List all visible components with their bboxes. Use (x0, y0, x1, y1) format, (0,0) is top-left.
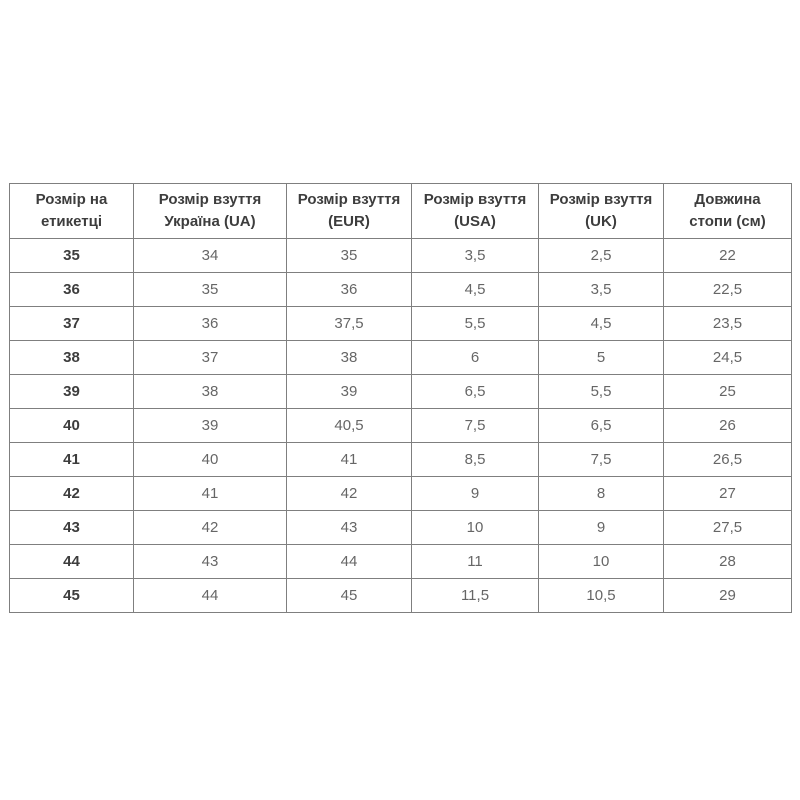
table-cell: 26 (664, 409, 792, 443)
table-cell: 22,5 (664, 273, 792, 307)
column-header-foot-length: Довжина стопи (см) (664, 184, 792, 239)
row-label-cell: 42 (10, 477, 134, 511)
table-cell: 8,5 (412, 443, 539, 477)
row-label-cell: 36 (10, 273, 134, 307)
table-cell: 4,5 (412, 273, 539, 307)
row-label-cell: 35 (10, 239, 134, 273)
row-label-cell: 40 (10, 409, 134, 443)
table-cell: 36 (287, 273, 412, 307)
table-cell: 5,5 (539, 375, 664, 409)
table-cell: 41 (287, 443, 412, 477)
shoe-size-conversion-table (9, 183, 792, 613)
table-cell: 43 (287, 511, 412, 545)
table-cell: 23,5 (664, 307, 792, 341)
table-cell: 3,5 (539, 273, 664, 307)
table-cell: 4,5 (539, 307, 664, 341)
table-body (10, 239, 792, 613)
column-header-uk-size: Розмір взуття (UK) (539, 184, 664, 239)
table-cell: 43 (134, 545, 287, 579)
table-cell: 42 (134, 511, 287, 545)
table-cell: 39 (134, 409, 287, 443)
table-cell: 39 (287, 375, 412, 409)
table-cell: 8 (539, 477, 664, 511)
row-label-cell: 44 (10, 545, 134, 579)
table-cell: 26,5 (664, 443, 792, 477)
column-header-eur-size: Розмір взуття (EUR) (287, 184, 412, 239)
table-header (10, 184, 792, 239)
table-row (10, 545, 792, 579)
table-cell: 5,5 (412, 307, 539, 341)
table-cell: 44 (134, 579, 287, 613)
column-header-ua-size: Розмір взуття Україна (UA) (134, 184, 287, 239)
table-cell: 10 (539, 545, 664, 579)
table-cell: 42 (287, 477, 412, 511)
table-cell: 40 (134, 443, 287, 477)
table-cell: 28 (664, 545, 792, 579)
table-cell: 44 (287, 545, 412, 579)
column-header-label-size: Розмір на етикетці (10, 184, 134, 239)
table-cell: 10,5 (539, 579, 664, 613)
table-cell: 5 (539, 341, 664, 375)
table-cell: 45 (287, 579, 412, 613)
table-cell: 35 (134, 273, 287, 307)
column-header-usa-size: Розмір взуття (USA) (412, 184, 539, 239)
table-cell: 40,5 (287, 409, 412, 443)
table-row (10, 579, 792, 613)
table-cell: 9 (539, 511, 664, 545)
row-label-cell: 38 (10, 341, 134, 375)
table-row (10, 443, 792, 477)
table-cell: 38 (287, 341, 412, 375)
table-cell: 37,5 (287, 307, 412, 341)
table-cell: 38 (134, 375, 287, 409)
table-row (10, 375, 792, 409)
table-cell: 9 (412, 477, 539, 511)
table-cell: 34 (134, 239, 287, 273)
table-row (10, 341, 792, 375)
table-row (10, 307, 792, 341)
row-label-cell: 45 (10, 579, 134, 613)
table-cell: 7,5 (412, 409, 539, 443)
table-cell: 24,5 (664, 341, 792, 375)
header-row (10, 184, 792, 239)
table-cell: 6,5 (412, 375, 539, 409)
table-cell: 29 (664, 579, 792, 613)
table-cell: 6 (412, 341, 539, 375)
table-row (10, 409, 792, 443)
table-cell: 11 (412, 545, 539, 579)
table-row (10, 239, 792, 273)
table-cell: 41 (134, 477, 287, 511)
table-cell: 2,5 (539, 239, 664, 273)
table-row (10, 511, 792, 545)
row-label-cell: 37 (10, 307, 134, 341)
table-cell: 27 (664, 477, 792, 511)
table-row (10, 273, 792, 307)
table-cell: 25 (664, 375, 792, 409)
table-cell: 36 (134, 307, 287, 341)
table-cell: 6,5 (539, 409, 664, 443)
table-cell: 22 (664, 239, 792, 273)
row-label-cell: 39 (10, 375, 134, 409)
table-cell: 10 (412, 511, 539, 545)
table-cell: 27,5 (664, 511, 792, 545)
table-row (10, 477, 792, 511)
table-cell: 11,5 (412, 579, 539, 613)
row-label-cell: 41 (10, 443, 134, 477)
table-cell: 35 (287, 239, 412, 273)
row-label-cell: 43 (10, 511, 134, 545)
table-cell: 37 (134, 341, 287, 375)
table-cell: 3,5 (412, 239, 539, 273)
table-cell: 7,5 (539, 443, 664, 477)
